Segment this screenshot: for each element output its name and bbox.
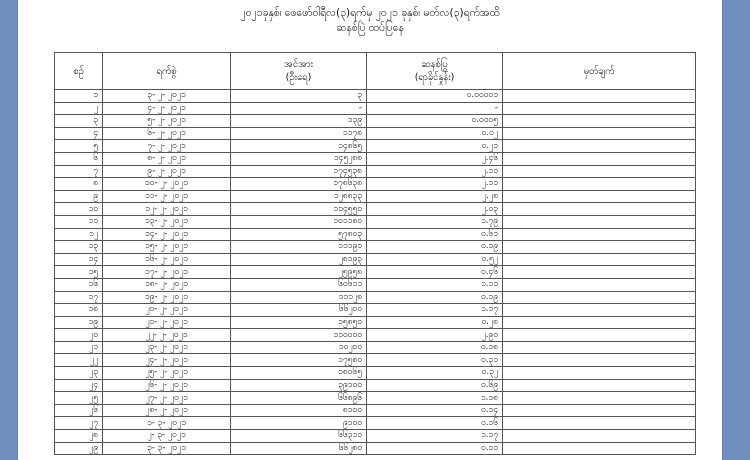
table-row bbox=[55, 367, 696, 380]
cell-remarks bbox=[503, 430, 696, 443]
cell-amount: ၆၆၈၉၆ bbox=[231, 392, 367, 405]
cell-no: ၂၄ bbox=[55, 379, 103, 392]
cell-amount: ၁၁၁၂၈ bbox=[231, 291, 367, 304]
table-row bbox=[55, 291, 696, 304]
cell-no: ၁၇ bbox=[55, 291, 103, 304]
cell-no: ၁၀ bbox=[55, 203, 103, 216]
cell-date: ၂၂- ၂- ၂၀၂၁ bbox=[103, 329, 231, 342]
cell-amount: ၃ bbox=[231, 90, 367, 103]
cell-date: ၉- ၂- ၂၀၂၁ bbox=[103, 165, 231, 178]
cell-amount: ၁၁၇၈ bbox=[231, 127, 367, 140]
cell-amount: ၁၁၀၀၀၀ bbox=[231, 329, 367, 342]
document-subtitle: ဆနစ်ပြဲ ထပ်ပြနေ bbox=[336, 22, 404, 34]
cell-remarks bbox=[503, 152, 696, 165]
cell-rate: ၀.၆၁ bbox=[367, 228, 503, 241]
cell-date: ၁၀- ၂- ၂၀၂၁ bbox=[103, 178, 231, 191]
cell-rate: ၀.၁၉ bbox=[367, 241, 503, 254]
cell-rate: ၀.၀၀၀၅ bbox=[367, 115, 503, 128]
table-row bbox=[55, 304, 696, 317]
cell-no: ၆ bbox=[55, 152, 103, 165]
cell-date: ၆- ၂- ၂၀၂၁ bbox=[103, 127, 231, 140]
cell-remarks bbox=[503, 203, 696, 216]
table-row bbox=[55, 178, 696, 191]
header-rate-line2: (ရာခိုင်နှုန်း) bbox=[414, 72, 455, 83]
cell-amount: ၁၁၄၅၅၀ bbox=[231, 203, 367, 216]
cell-remarks bbox=[503, 417, 696, 430]
cell-no: ၂၇ bbox=[55, 417, 103, 430]
cell-date: ၂၀- ၂- ၂၀၂၁ bbox=[103, 304, 231, 317]
cell-rate: ၁.၇၉ bbox=[367, 215, 503, 228]
cell-no: ၂၅ bbox=[55, 392, 103, 405]
cell-rate: ၀.၀၀၀၀၁ bbox=[367, 90, 503, 103]
cell-no: ၇ bbox=[55, 165, 103, 178]
cell-amount: ၉၁၀၀ bbox=[231, 417, 367, 430]
cell-no: ၁၄ bbox=[55, 253, 103, 266]
cell-date: ၁၆- ၂- ၂၀၂၁ bbox=[103, 253, 231, 266]
header-amount-line1: အင်အား bbox=[283, 59, 314, 70]
table-row bbox=[55, 404, 696, 417]
cell-rate: ၀.၆၉ bbox=[367, 379, 503, 392]
cell-date: ၂၁- ၂- ၂၀၂၁ bbox=[103, 316, 231, 329]
cell-amount: ၁၂၈၈၃၃ bbox=[231, 190, 367, 203]
data-table bbox=[54, 52, 696, 455]
cell-amount: ၁၄၅၂၈၈ bbox=[231, 152, 367, 165]
cell-date: ၂၇- ၂- ၂၀၂၁ bbox=[103, 392, 231, 405]
cell-amount: ၆၆၂၀၀ bbox=[231, 304, 367, 317]
cell-no: ၂ bbox=[55, 102, 103, 115]
table-row bbox=[55, 228, 696, 241]
cell-remarks bbox=[503, 278, 696, 291]
cell-date: ၅- ၂- ၂၀၂၁ bbox=[103, 115, 231, 128]
cell-remarks bbox=[503, 367, 696, 380]
cell-amount: ၁၇၈၆၃၈ bbox=[231, 178, 367, 191]
cell-rate: ၀.၃၂ bbox=[367, 367, 503, 380]
cell-rate: ၀.၁၄ bbox=[367, 404, 503, 417]
document-title: ၂၀၂၁ခုနှစ်၊ ဖေဖော်ဝါရီလ(၃)ရက်မှ ၂၀၂၁ ခုနှစ်၊ မတ်လ(၃)ရက်အထိ bbox=[240, 7, 500, 19]
cell-rate: ၂.၁၁ bbox=[367, 178, 503, 191]
table-row bbox=[55, 266, 696, 279]
cell-remarks bbox=[503, 115, 696, 128]
table-row bbox=[55, 417, 696, 430]
cell-no: ၁၈ bbox=[55, 304, 103, 317]
cell-no: ၂၂ bbox=[55, 354, 103, 367]
cell-amount: ၆၀၆၁၁ bbox=[231, 278, 367, 291]
cell-amount: ၁၀၁၁၈၀ bbox=[231, 215, 367, 228]
cell-rate: ၁.၁၇ bbox=[367, 304, 503, 317]
cell-rate: ၁.၁၇ bbox=[367, 430, 503, 443]
document-page bbox=[18, 0, 722, 460]
table-row bbox=[55, 165, 696, 178]
cell-no: ၁၃ bbox=[55, 241, 103, 254]
cell-remarks bbox=[503, 90, 696, 103]
cell-amount: ၁၇၅၈၀ bbox=[231, 354, 367, 367]
cell-no: ၄ bbox=[55, 127, 103, 140]
cell-amount: ၂၅၉၅၈ bbox=[231, 266, 367, 279]
header-rate bbox=[367, 53, 503, 90]
cell-amount: ၁၃၉ bbox=[231, 115, 367, 128]
cell-no: ၂၉ bbox=[55, 442, 103, 455]
table-row bbox=[55, 253, 696, 266]
cell-date: ၂- ၃- ၂၀၂၁ bbox=[103, 430, 231, 443]
table-row bbox=[55, 152, 696, 165]
cell-rate: ၂.၀၃ bbox=[367, 203, 503, 216]
cell-remarks bbox=[503, 304, 696, 317]
cell-rate: ၀.၀၂ bbox=[367, 127, 503, 140]
cell-date: ၃- ၂- ၂၀၂၁ bbox=[103, 90, 231, 103]
table-row bbox=[55, 354, 696, 367]
cell-rate: - bbox=[367, 102, 503, 115]
cell-remarks bbox=[503, 404, 696, 417]
cell-no: ၁၂ bbox=[55, 228, 103, 241]
table-row bbox=[55, 442, 696, 455]
table-row bbox=[55, 215, 696, 228]
cell-rate: ၀.၃၁ bbox=[367, 354, 503, 367]
cell-remarks bbox=[503, 316, 696, 329]
header-amount bbox=[231, 53, 367, 90]
cell-remarks bbox=[503, 392, 696, 405]
table-header-row bbox=[55, 53, 696, 90]
cell-remarks bbox=[503, 228, 696, 241]
cell-date: ၂၈- ၂- ၂၀၂၁ bbox=[103, 404, 231, 417]
cell-rate: ၂.၉၀ bbox=[367, 329, 503, 342]
cell-remarks bbox=[503, 165, 696, 178]
cell-remarks bbox=[503, 291, 696, 304]
table-row bbox=[55, 102, 696, 115]
table-row bbox=[55, 140, 696, 153]
table-row bbox=[55, 316, 696, 329]
cell-rate: ၀.၁၆ bbox=[367, 417, 503, 430]
cell-remarks bbox=[503, 329, 696, 342]
cell-remarks bbox=[503, 127, 696, 140]
cell-remarks bbox=[503, 140, 696, 153]
cell-date: ၁၂- ၂- ၂၀၂၁ bbox=[103, 203, 231, 216]
table-row bbox=[55, 190, 696, 203]
cell-no: ၂၀ bbox=[55, 329, 103, 342]
cell-date: ၁၈- ၂- ၂၀၂၁ bbox=[103, 278, 231, 291]
cell-date: ၂၆- ၂- ၂၀၂၁ bbox=[103, 379, 231, 392]
cell-rate: ၀.၅၂ bbox=[367, 253, 503, 266]
table-row bbox=[55, 241, 696, 254]
table-row bbox=[55, 341, 696, 354]
cell-date: ၄- ၂- ၂၀၂၁ bbox=[103, 102, 231, 115]
table-row bbox=[55, 379, 696, 392]
cell-rate: ၁.၁၈ bbox=[367, 392, 503, 405]
cell-remarks bbox=[503, 266, 696, 279]
cell-date: ၃- ၃- ၂၀၂၁ bbox=[103, 442, 231, 455]
cell-amount: ၅၇၈၀၃ bbox=[231, 228, 367, 241]
header-remarks: မှတ်ချက် bbox=[503, 53, 696, 90]
cell-remarks bbox=[503, 442, 696, 455]
table-row bbox=[55, 392, 696, 405]
cell-amount: ၆၆၃၁၁ bbox=[231, 430, 367, 443]
cell-rate: ၀.၁၈ bbox=[367, 341, 503, 354]
cell-remarks bbox=[503, 354, 696, 367]
cell-rate: ၂.၂၈ bbox=[367, 190, 503, 203]
cell-remarks bbox=[503, 215, 696, 228]
cell-date: ၈- ၂- ၂၀၂၁ bbox=[103, 152, 231, 165]
cell-amount: ၁၅၈၅၀ bbox=[231, 316, 367, 329]
header-amount-line2: (ဦးရေ) bbox=[285, 72, 312, 83]
cell-remarks bbox=[503, 253, 696, 266]
cell-no: ၈ bbox=[55, 178, 103, 191]
cell-no: ၁၉ bbox=[55, 316, 103, 329]
cell-rate: ၀.၂၁ bbox=[367, 140, 503, 153]
cell-rate: ၂.၁၁ bbox=[367, 165, 503, 178]
cell-amount: ၂၈၁၉၃ bbox=[231, 253, 367, 266]
header-date: ရက်စွဲ bbox=[103, 53, 231, 90]
cell-amount: ၁၀၂၀၀ bbox=[231, 341, 367, 354]
cell-no: ၂၃ bbox=[55, 367, 103, 380]
header-no: စဉ် bbox=[55, 53, 103, 90]
cell-remarks bbox=[503, 190, 696, 203]
cell-date: ၁၉- ၂- ၂၀၂၁ bbox=[103, 291, 231, 304]
cell-no: ၃ bbox=[55, 115, 103, 128]
cell-no: ၁၁ bbox=[55, 215, 103, 228]
table-row bbox=[55, 115, 696, 128]
cell-no: ၅ bbox=[55, 140, 103, 153]
table-row bbox=[55, 430, 696, 443]
cell-rate: ၀.၁၉ bbox=[367, 291, 503, 304]
cell-date: ၂၃- ၂- ၂၀၂၁ bbox=[103, 341, 231, 354]
cell-no: ၂၆ bbox=[55, 404, 103, 417]
table-row bbox=[55, 329, 696, 342]
cell-rate: ၁.၁၁ bbox=[367, 278, 503, 291]
cell-remarks bbox=[503, 178, 696, 191]
cell-no: ၁ bbox=[55, 90, 103, 103]
cell-no: ၉ bbox=[55, 190, 103, 203]
cell-date: ၁၄- ၂- ၂၀၂၁ bbox=[103, 228, 231, 241]
cell-amount: - bbox=[231, 102, 367, 115]
table-row bbox=[55, 203, 696, 216]
cell-remarks bbox=[503, 379, 696, 392]
cell-remarks bbox=[503, 102, 696, 115]
cell-rate: ၀.၄၆ bbox=[367, 266, 503, 279]
cell-amount: ၃၉၁၀၀ bbox=[231, 379, 367, 392]
cell-no: ၁၅ bbox=[55, 266, 103, 279]
cell-date: ၁၅- ၂- ၂၀၂၁ bbox=[103, 241, 231, 254]
table-row bbox=[55, 278, 696, 291]
cell-rate: ၀.၂၈ bbox=[367, 316, 503, 329]
cell-no: ၂၈ bbox=[55, 430, 103, 443]
cell-no: ၁၆ bbox=[55, 278, 103, 291]
cell-no: ၂၁ bbox=[55, 341, 103, 354]
cell-amount: ၈၁၀၀ bbox=[231, 404, 367, 417]
cell-remarks bbox=[503, 341, 696, 354]
cell-amount: ၆၆၂၈၀ bbox=[231, 442, 367, 455]
cell-date: ၂၅- ၂- ၂၀၂၁ bbox=[103, 367, 231, 380]
cell-amount: ၁၈၀၆၅ bbox=[231, 367, 367, 380]
cell-date: ၁၃- ၂- ၂၀၂၁ bbox=[103, 215, 231, 228]
table-row bbox=[55, 90, 696, 103]
cell-amount: ၁၄၈၆၅ bbox=[231, 140, 367, 153]
cell-date: ၁၁- ၂- ၂၀၂၁ bbox=[103, 190, 231, 203]
cell-rate: ၂.၄၆ bbox=[367, 152, 503, 165]
cell-remarks bbox=[503, 241, 696, 254]
cell-amount: ၁၁၁၉၁ bbox=[231, 241, 367, 254]
table-row bbox=[55, 127, 696, 140]
cell-date: ၂၄- ၂- ၂၀၂၁ bbox=[103, 354, 231, 367]
cell-date: ၇- ၂- ၂၀၂၁ bbox=[103, 140, 231, 153]
cell-amount: ၁၇၄၅၃၈ bbox=[231, 165, 367, 178]
header-rate-line1: ဆနစ်ပြွ bbox=[421, 59, 448, 70]
cell-rate: ၀.၁၁ bbox=[367, 442, 503, 455]
cell-date: ၁- ၃- ၂၀၂၁ bbox=[103, 417, 231, 430]
cell-date: ၁၇- ၂- ၂၀၂၁ bbox=[103, 266, 231, 279]
